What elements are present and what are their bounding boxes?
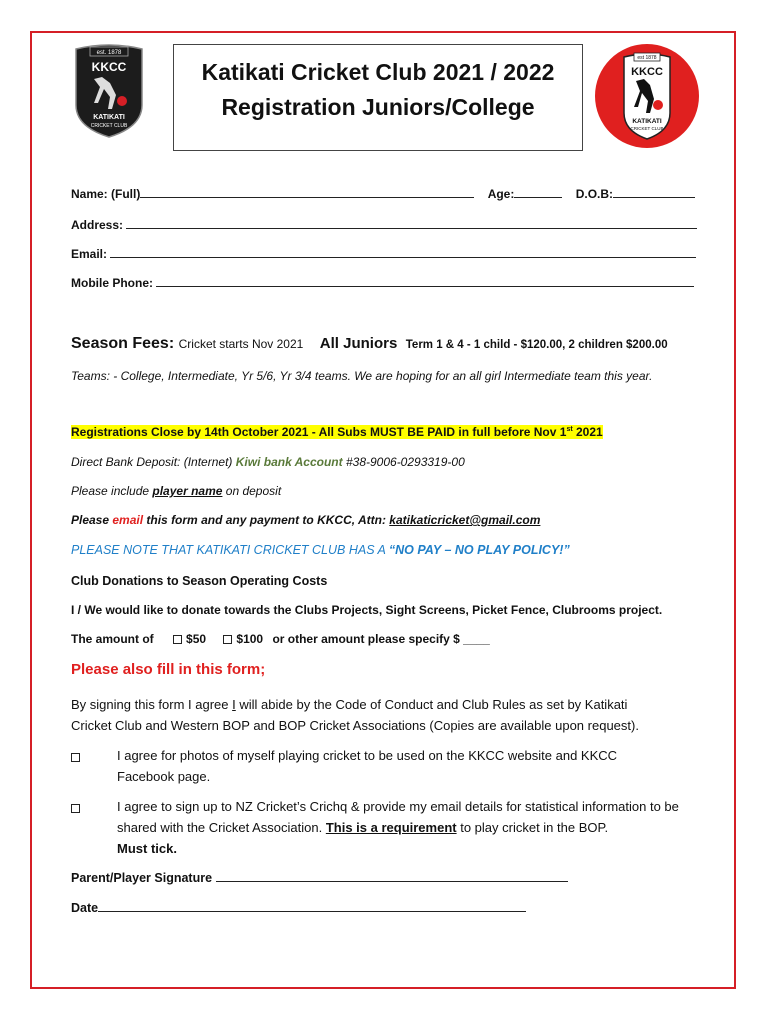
form-heading: Please also fill in this form;: [71, 661, 266, 678]
bank-number: #38-9006-0293319-00: [342, 455, 465, 469]
no-pay-prefix: PLEASE NOTE THAT KATIKATI CRICKET CLUB HAS A: [71, 543, 389, 557]
crichq-part2: to play cricket in the BOP.: [456, 820, 609, 835]
other-amount: or other amount please specify $ ____: [272, 632, 490, 646]
email-word: email: [112, 513, 144, 527]
email-form-row: [71, 513, 540, 527]
logo-right-club: CRICKET CLUB: [630, 126, 664, 131]
term-fees: Term 1 & 4 - 1 child - $120.00, 2 children $200.00: [405, 339, 668, 351]
photos-checkbox[interactable]: [71, 753, 80, 762]
address-field[interactable]: [126, 218, 697, 229]
crichq-part1: I agree to sign up to NZ Cricket’s Crichq & provide my email details for statistical information to be shared with the Cricket Association.: [117, 799, 679, 835]
page-title: Katikati Cricket Club 2021 / 2022: [201, 59, 555, 85]
address-row: [71, 218, 697, 232]
bank-deposit-row: [71, 455, 465, 469]
bank-prefix: Direct Bank Deposit: (Internet): [71, 455, 236, 469]
email-row: [71, 247, 696, 261]
no-pay-policy: “NO PAY – NO PLAY POLICY!”: [388, 543, 570, 557]
include-name-row: [71, 484, 281, 498]
kkcc-round-logo: [594, 43, 700, 149]
signature-field[interactable]: [216, 871, 568, 882]
dob-label: D.O.B:: [575, 187, 614, 201]
donations-heading: Club Donations to Season Operating Costs: [71, 574, 328, 588]
logo-left-est: est. 1878: [96, 50, 122, 56]
logo-left-katikati: KATIKATI: [93, 114, 125, 121]
address-label: Address:: [71, 218, 124, 232]
logo-right-kkcc: KKCC: [631, 66, 663, 78]
amount-label: The amount of: [71, 632, 154, 646]
mobile-field[interactable]: [156, 276, 694, 287]
registration-close-notice: [71, 425, 603, 439]
must-tick: Must tick.: [117, 841, 177, 856]
close-text-2: 2021: [572, 425, 603, 439]
mobile-row: [71, 276, 694, 290]
agreement-paragraph: [71, 694, 671, 736]
logo-right-est: est 1878: [637, 55, 657, 61]
teams-text: Teams: - College, Intermediate, Yr 5/6, Yr 3/4 teams. We are hoping for an all girl Intermediate team this year.: [71, 369, 653, 383]
checkbox-icon[interactable]: [223, 635, 232, 644]
email-field[interactable]: [110, 247, 696, 258]
include-suffix: on deposit: [222, 484, 282, 498]
logo-left-club: CRICKET CLUB: [90, 123, 128, 129]
include-prefix: Please include: [71, 484, 153, 498]
crichq-requirement: This is a requirement: [325, 820, 457, 835]
close-sup: st: [566, 426, 573, 433]
photos-consent: I agree for photos of myself playing cricket to be used on the KKCC website and KKCC Facebook page.: [117, 748, 618, 784]
mobile-label: Mobile Phone:: [71, 276, 153, 290]
date-field[interactable]: [98, 901, 526, 912]
email-address-link[interactable]: katikaticricket@gmail.com: [389, 513, 541, 527]
agree-I: I: [232, 697, 236, 712]
name-row: [71, 187, 695, 201]
kkcc-shield-logo: [72, 43, 146, 139]
season-start: Cricket starts Nov 2021: [178, 337, 304, 351]
date-row: [71, 901, 526, 915]
signature-label: Parent/Player Signature: [71, 871, 213, 885]
all-juniors-label: All Juniors: [319, 335, 398, 352]
title-box: [173, 44, 583, 151]
donations-text: I / We would like to donate towards the Clubs Projects, Sight Screens, Picket Fence, Clubrooms project.: [71, 603, 663, 617]
signature-row: [71, 871, 568, 885]
email-please: Please: [71, 513, 113, 527]
email-middle: this form and any payment to KKCC, Attn:: [143, 513, 390, 527]
season-fees-label: Season Fees:: [71, 335, 175, 352]
donate-50-option[interactable]: [173, 632, 206, 646]
age-label: Age:: [487, 187, 515, 201]
agree-part1: By signing this form I agree: [71, 697, 233, 712]
season-fees-row: [71, 335, 668, 353]
donate-100-label: $100: [236, 632, 264, 646]
crichq-consent: [117, 796, 692, 859]
donation-amount-row: [71, 632, 490, 646]
dob-field[interactable]: [613, 187, 695, 198]
bank-name: Kiwi bank Account: [235, 455, 343, 469]
donate-100-option[interactable]: [223, 632, 263, 646]
agree-part2: will abide by the Code of Conduct and Club Rules as set by Katikati Cricket Club and Western BOP and BOP Cricket Associations (Copies are available upon request).: [71, 697, 639, 733]
name-label: Name: (Full): [71, 187, 141, 201]
date-label: Date: [71, 901, 99, 915]
close-text-1: Registrations Close by 14th October 2021 - All Subs MUST BE PAID in full before Nov 1: [71, 425, 567, 439]
no-pay-note: [71, 543, 570, 557]
logo-right-katikati: KATIKATI: [632, 118, 662, 125]
email-label: Email:: [71, 247, 108, 261]
crichq-checkbox[interactable]: [71, 804, 80, 813]
logo-left-kkcc: KKCC: [91, 60, 127, 74]
donate-50-label: $50: [186, 632, 207, 646]
name-field[interactable]: [140, 187, 474, 198]
include-player-name: player name: [152, 484, 223, 498]
checkbox-icon[interactable]: [173, 635, 182, 644]
page-subtitle: Registration Juniors/College: [221, 94, 535, 120]
age-field[interactable]: [514, 187, 562, 198]
